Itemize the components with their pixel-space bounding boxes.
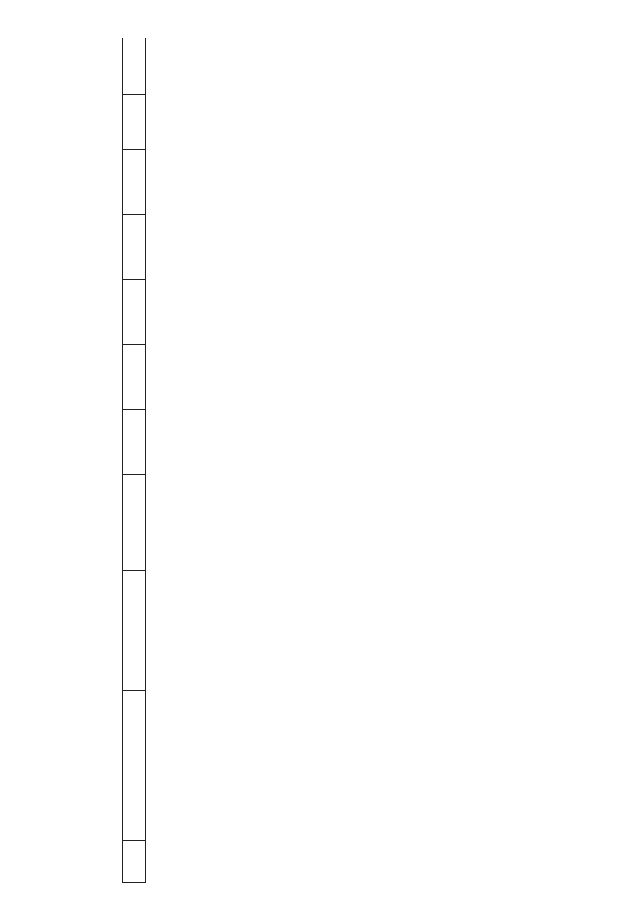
header-cell-8	[123, 215, 146, 280]
header-cell-6	[123, 345, 146, 410]
header-cell-5	[123, 410, 146, 475]
header-cell-3	[123, 571, 146, 691]
rotated-table	[122, 38, 603, 883]
header-cell-4	[123, 475, 146, 571]
header-cell-1	[123, 841, 146, 883]
header-cell-2	[123, 691, 146, 841]
header-cell-7	[123, 280, 146, 345]
table-body	[123, 38, 146, 883]
header-cell-10	[123, 95, 146, 150]
rotated-table-frame	[122, 38, 603, 883]
column-number-row	[123, 38, 146, 883]
header-cell-11	[123, 38, 146, 95]
financing-table	[122, 38, 146, 883]
header-cell-9	[123, 150, 146, 215]
